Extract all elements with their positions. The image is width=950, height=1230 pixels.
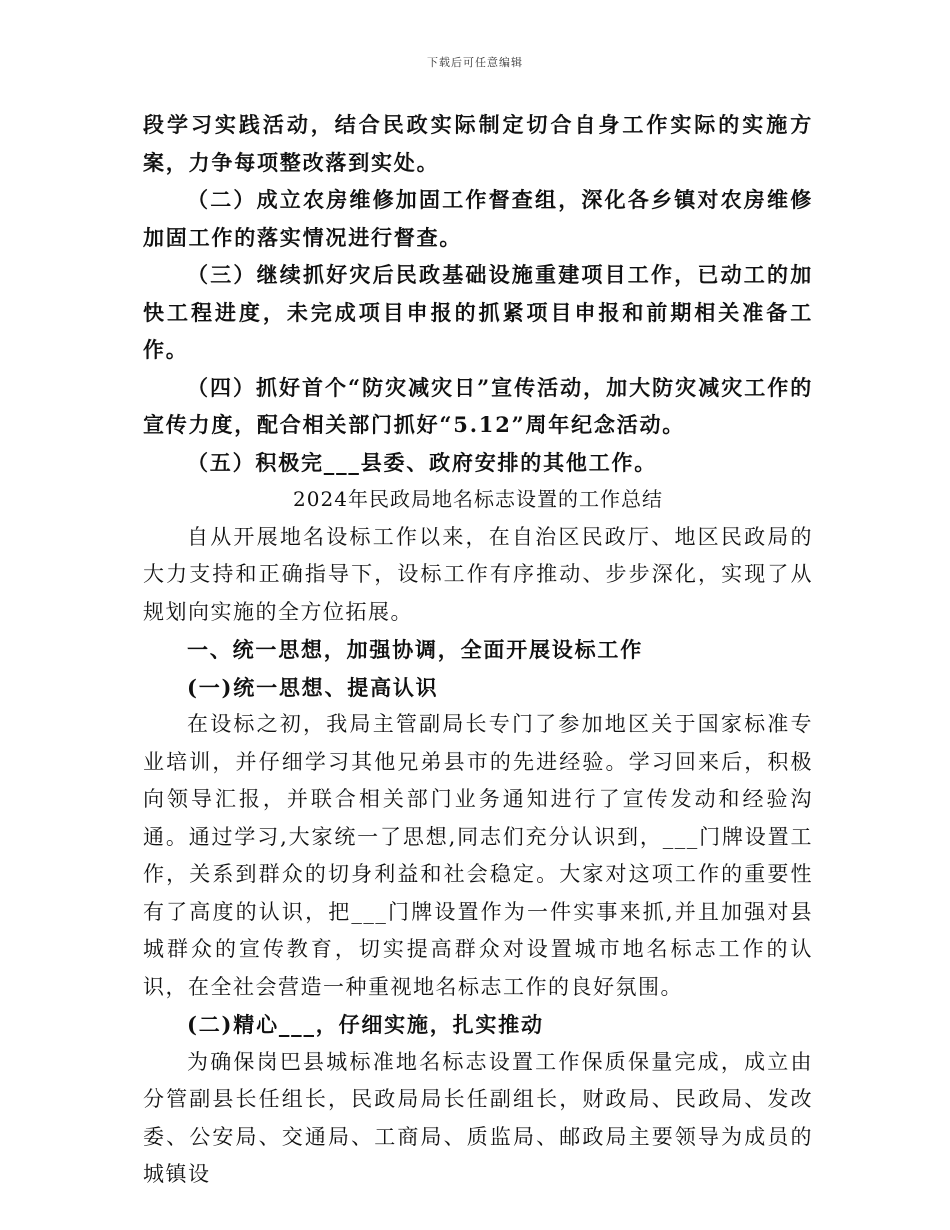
- paragraph-item-4: （四）抓好首个“防灾减灾日”宣传活动，加大防灾减灾工作的宣传力度，配合相关部门抓好“5.12”周年纪念活动。: [143, 374, 813, 437]
- subsection-heading-2: (二)精心___，仔细实施，扎实推动: [187, 1012, 544, 1037]
- subsection-heading-1: (一)统一思想、提高认识: [187, 674, 439, 700]
- article-title: 2024年民政局地名标志设置的工作总结: [293, 487, 663, 511]
- section-heading-1: 一、统一思想，加强协调，全面开展设标工作: [187, 637, 643, 662]
- subsection-body-2: 为确保岗巴县城标准地名标志设置工作保质保量完成，成立由分管副县长任组长，民政局局长任副组长，财政局、民政局、发改委、公安局、交通局、工商局、质监局、邮政局主要领导为成员的城镇设: [143, 1049, 813, 1186]
- paragraph-item-3: （三）继续抓好灾后民政基础设施重建项目工作，已动工的加快工程进度，未完成项目申报的抓紧项目申报和前期相关准备工作。: [143, 262, 813, 362]
- subsection-body-1: 在设标之初，我局主管副局长专门了参加地区关于国家标准专业培训，并仔细学习其他兄弟县市的先进经验。学习回来后，积极向领导汇报，并联合相关部门业务通知进行了宣传发动和经验沟通。通过学习,大家统一了思想,同志们充分认识到，___门牌设置工作，关系到群众的切身利益和社会稳定。大家对这项工作的重要性有了高度的认识，把___门牌设置作为一件实事来抓,并且加强对县城群众的宣传教育，切实提高群众对设置城市地名标志工作的认识，在全社会营造一种重视地名标志工作的良好氛围。: [143, 712, 813, 999]
- paragraph-item-5: （五）积极完___县委、政府安排的其他工作。: [187, 449, 658, 475]
- page-header-note: 下载后可任意编辑: [427, 56, 523, 69]
- article-intro: 自从开展地名设标工作以来，在自治区民政厅、地区民政局的大力支持和正确指导下，设标工作有序推动、步步深化，实现了从规划向实施的全方位拓展。: [143, 524, 813, 624]
- paragraph-item-2: （二）成立农房维修加固工作督查组，深化各乡镇对农房维修加固工作的落实情况进行督查。: [143, 187, 813, 250]
- paragraph-continuation: 段学习实践活动，结合民政实际制定切合自身工作实际的实施方案，力争每项整改落到实处。: [143, 112, 813, 175]
- document-body: [143, 106, 813, 1194]
